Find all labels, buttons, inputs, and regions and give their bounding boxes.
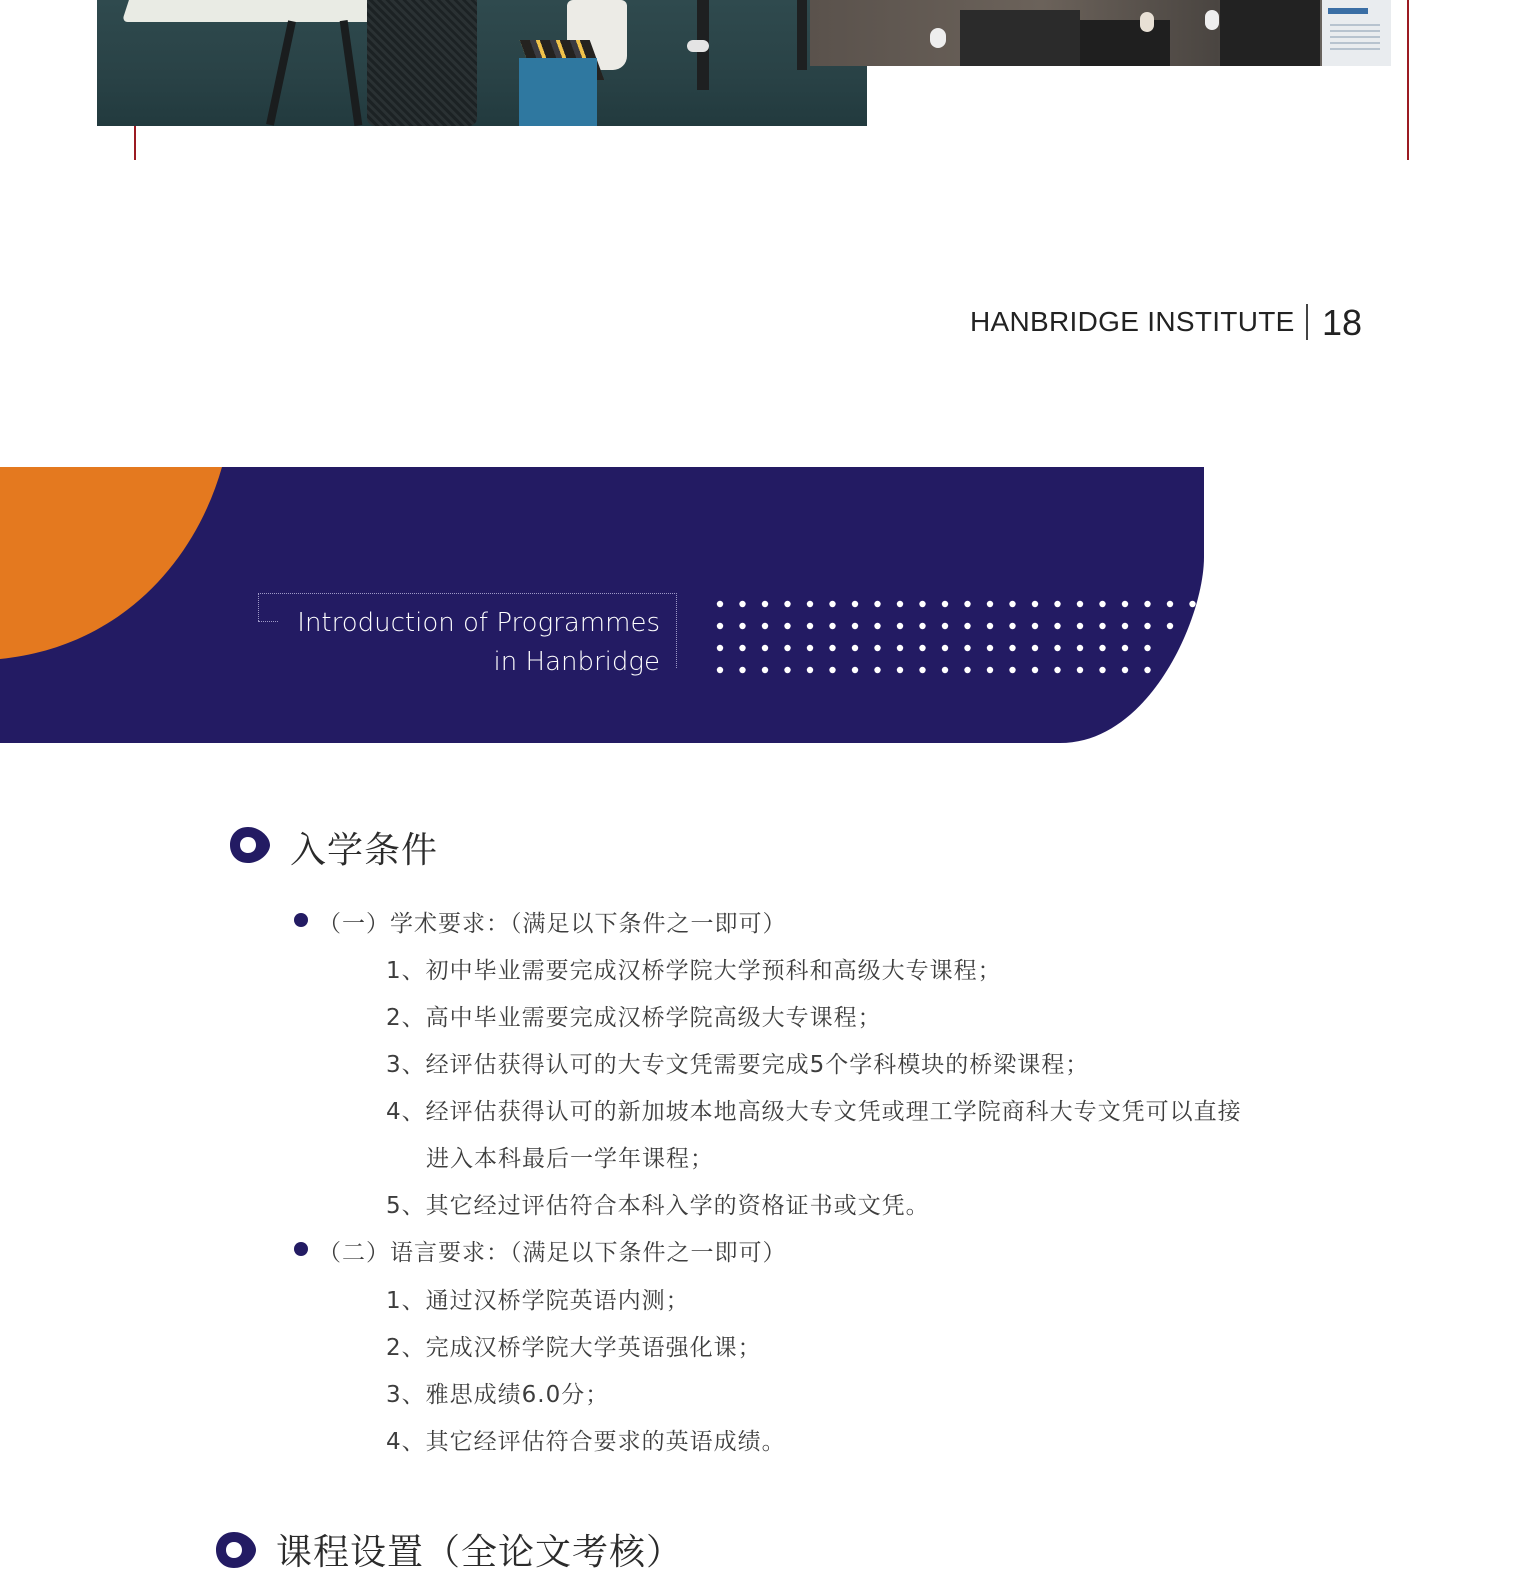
banner-dot xyxy=(897,623,903,629)
banner-dot xyxy=(784,645,790,651)
academic-item-3: 3、经评估获得认可的大专文凭需要完成5个学科模块的桥梁课程； xyxy=(386,1052,1090,1078)
language-item-3: 3、雅思成绩6.0分； xyxy=(386,1382,610,1408)
banner-dot xyxy=(1099,667,1105,673)
banner-dot xyxy=(964,667,970,673)
banner-dot xyxy=(739,601,745,607)
academic-item-4-cont: 进入本科最后一学年课程； xyxy=(426,1146,714,1172)
banner-dot xyxy=(1189,601,1195,607)
banner-dot xyxy=(1122,667,1128,673)
banner-dot xyxy=(762,601,768,607)
banner-dot xyxy=(919,645,925,651)
banner-dot xyxy=(1144,667,1150,673)
ring-bullet-icon xyxy=(228,825,272,865)
banner-dot xyxy=(762,667,768,673)
banner-dot xyxy=(897,667,903,673)
banner-dot xyxy=(942,667,948,673)
banner-dot xyxy=(1009,601,1015,607)
banner-dot xyxy=(1054,623,1060,629)
academic-heading: （一）学术要求：（满足以下条件之一即可） xyxy=(318,911,787,937)
banner-dot xyxy=(829,645,835,651)
banner-dot xyxy=(1077,601,1083,607)
banner-title-line2: in Hanbridge xyxy=(493,647,660,677)
banner-dot xyxy=(807,601,813,607)
academic-item-1: 1、初中毕业需要完成汉桥学院大学预科和高级大专课程； xyxy=(386,958,1002,984)
banner-dot xyxy=(1122,623,1128,629)
page-number: 18 xyxy=(1322,302,1363,343)
banner-dot xyxy=(1009,645,1015,651)
classroom-photo xyxy=(97,0,867,126)
banner-dot xyxy=(1077,623,1083,629)
banner-dot xyxy=(807,645,813,651)
banner-dot xyxy=(964,601,970,607)
banner-dot xyxy=(1077,667,1083,673)
banner-dot xyxy=(1144,601,1150,607)
banner-dot xyxy=(1032,623,1038,629)
language-item-2: 2、完成汉桥学院大学英语强化课； xyxy=(386,1335,762,1361)
banner-dot xyxy=(784,623,790,629)
banner-dot xyxy=(919,601,925,607)
banner-dot xyxy=(717,601,723,607)
banner-dot xyxy=(987,667,993,673)
banner-dot xyxy=(1032,667,1038,673)
banner-dot xyxy=(829,667,835,673)
banner-dot xyxy=(1144,623,1150,629)
banner-dot xyxy=(1054,601,1060,607)
admission-title: 入学条件 xyxy=(290,830,439,871)
academic-item-5: 5、其它经过评估符合本科入学的资格证书或文凭。 xyxy=(386,1193,930,1219)
banner-dot xyxy=(1099,623,1105,629)
banner-dot xyxy=(964,623,970,629)
banner-dot xyxy=(942,601,948,607)
banner-dot xyxy=(942,623,948,629)
banner-dot xyxy=(717,623,723,629)
banner-dot xyxy=(874,623,880,629)
banner-dot xyxy=(874,667,880,673)
banner-dot xyxy=(1009,623,1015,629)
banner-dot xyxy=(1054,667,1060,673)
banner-dot xyxy=(852,623,858,629)
banner-frame-left xyxy=(258,593,260,621)
institute-name: HANBRIDGE INSTITUTE xyxy=(970,306,1295,337)
banner-dot xyxy=(1122,645,1128,651)
banner-dot xyxy=(852,645,858,651)
banner-dot xyxy=(829,601,835,607)
banner-dot xyxy=(874,601,880,607)
banner-dot xyxy=(807,623,813,629)
curriculum-title: 课程设置（全论文考核） xyxy=(276,1532,684,1573)
banner-dot xyxy=(1167,601,1173,607)
banner-dot xyxy=(852,667,858,673)
banner-title xyxy=(280,604,660,682)
banner-dot xyxy=(717,667,723,673)
banner-dot xyxy=(897,601,903,607)
banner-dot xyxy=(942,645,948,651)
banner-dot xyxy=(784,601,790,607)
banner-dot xyxy=(717,645,723,651)
banner-dot xyxy=(829,623,835,629)
banner-frame-tick xyxy=(258,621,278,623)
banner-dot xyxy=(1122,601,1128,607)
banner-dot xyxy=(1167,623,1173,629)
banner-dot xyxy=(852,601,858,607)
banner-dot xyxy=(739,623,745,629)
banner-dot xyxy=(1032,601,1038,607)
crop-mark-right xyxy=(1407,0,1409,160)
banner-dot xyxy=(987,601,993,607)
banner-dot xyxy=(987,623,993,629)
language-item-4: 4、其它经评估符合要求的英语成绩。 xyxy=(386,1429,786,1455)
banner-dot xyxy=(1077,645,1083,651)
banner-dot xyxy=(919,623,925,629)
banner-dot xyxy=(874,645,880,651)
crop-mark-left xyxy=(134,126,136,160)
banner-dot xyxy=(762,645,768,651)
banner-dot xyxy=(739,645,745,651)
banner-title-line1: Introduction of Programmes xyxy=(297,608,660,638)
filled-dot-icon xyxy=(294,913,308,927)
language-item-1: 1、通过汉桥学院英语内测； xyxy=(386,1288,690,1314)
banner-dot xyxy=(897,645,903,651)
academic-item-2: 2、高中毕业需要完成汉桥学院高级大专课程； xyxy=(386,1005,882,1031)
banner-dot xyxy=(1032,645,1038,651)
banner-dot xyxy=(1054,645,1060,651)
language-heading: （二）语言要求：（满足以下条件之一即可） xyxy=(318,1240,787,1266)
filled-dot-icon xyxy=(294,1242,308,1256)
banner-dot xyxy=(987,645,993,651)
banner-dot xyxy=(739,667,745,673)
banner-dot xyxy=(762,623,768,629)
banner-dot xyxy=(807,667,813,673)
banner-dot xyxy=(919,667,925,673)
banner-dot xyxy=(964,645,970,651)
academic-item-4: 4、经评估获得认可的新加坡本地高级大专文凭或理工学院商科大专文凭可以直接 xyxy=(386,1099,1242,1125)
lab-photo xyxy=(810,0,1391,66)
banner-dot xyxy=(784,667,790,673)
banner-dot xyxy=(1099,645,1105,651)
banner-dot xyxy=(1099,601,1105,607)
ring-bullet-icon xyxy=(214,1530,258,1570)
header-divider xyxy=(1306,304,1308,340)
banner-dot xyxy=(1009,667,1015,673)
banner-dot xyxy=(1144,645,1150,651)
